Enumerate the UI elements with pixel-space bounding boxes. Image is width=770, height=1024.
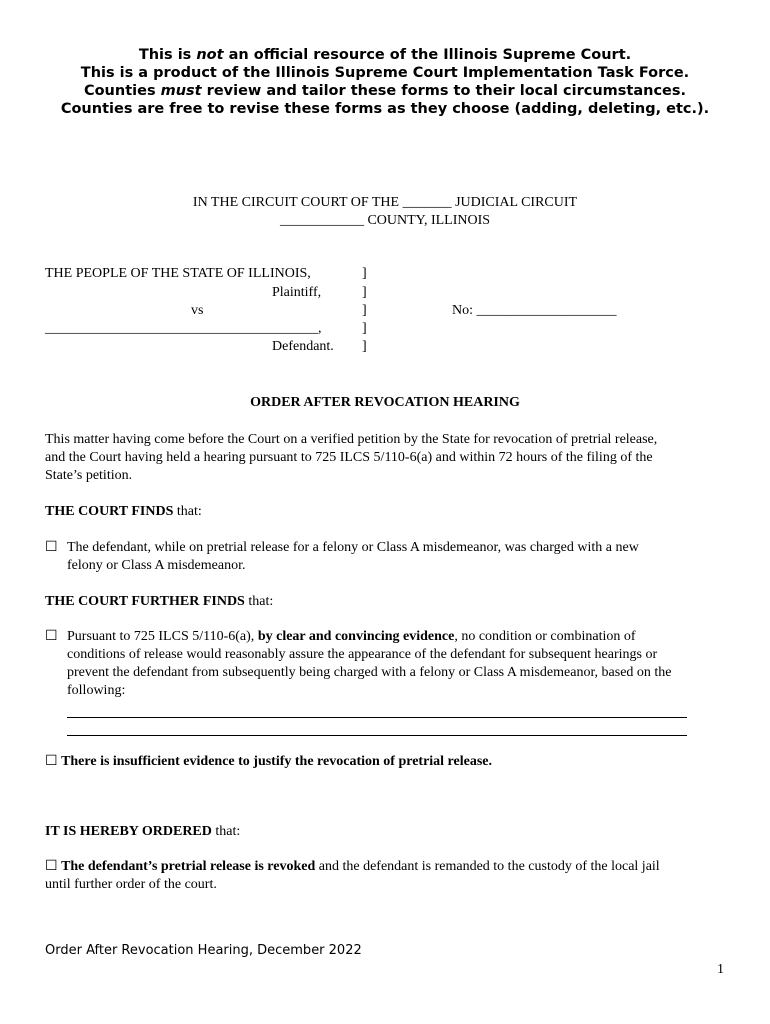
page-footer: Order After Revocation Hearing, December 2022 (45, 943, 362, 958)
caption-bracket: ] (362, 285, 367, 300)
checkbox-new-charge[interactable]: ☐ (45, 540, 58, 555)
intro-paragraph: This matter having come before the Court on a verified petition by the State for revocation of pretrial release, and the Court having held a hearing pursuant to 725 ILCS 5/110-6(a) and within 72 hours of the filing of the State’s petition. (45, 432, 658, 483)
caption-bracket: ] (362, 303, 367, 318)
court-finds-heading: THE COURT FINDS that: (45, 504, 202, 519)
disclaimer (0, 46, 770, 118)
basis-blank-line-1[interactable] (67, 717, 687, 718)
checkbox-insufficient-evidence[interactable]: ☐ (45, 754, 58, 769)
disclaimer-line-3: Counties must review and tailor these forms to their local circumstances. (83, 83, 687, 99)
caption-plaintiff: Plaintiff, (272, 285, 322, 300)
caption-defendant: Defendant. (272, 339, 334, 354)
page-number: 1 (717, 962, 724, 977)
disclaimer-line-4: Counties are free to revise these forms as they choose (adding, deleting, etc.). (60, 101, 710, 117)
disclaimer-emphasis-must: must (160, 83, 202, 99)
checkbox-release-revoked[interactable]: ☐ (45, 859, 58, 874)
disclaimer-emphasis-not: not (196, 47, 224, 63)
court-further-finds-heading: THE COURT FURTHER FINDS that: (45, 594, 274, 609)
caption-bracket: ] (362, 266, 367, 281)
caption-vs: vs (191, 303, 204, 318)
checkbox-no-conditions[interactable]: ☐ (45, 629, 58, 644)
order-release-revoked: ☐ The defendant’s pretrial release is revoked and the defendant is remanded to the custody of the local jail until further order of the court. (45, 859, 660, 892)
caption-bracket: ] (362, 339, 367, 354)
court-heading-line-2: ____________ COUNTY, ILLINOIS (279, 213, 491, 228)
finding-new-charge: ☐ The defendant, while on pretrial release for a felony or Class A misdemeanor, was charged with a new felony or Class A misdemeanor. (45, 540, 639, 573)
caption-bracket: ] (362, 321, 367, 336)
basis-blank-line-2[interactable] (67, 735, 687, 736)
caption-defendant-blank: _______________________________________, (45, 321, 322, 336)
finding-insufficient-evidence: ☐ There is insufficient evidence to justify the revocation of pretrial release. (45, 754, 492, 769)
disclaimer-line-1: This is not an official resource of the Illinois Supreme Court. (138, 47, 632, 63)
court-heading-line-1: IN THE CIRCUIT COURT OF THE _______ JUDICIAL CIRCUIT (192, 195, 578, 210)
finding-no-conditions: ☐ Pursuant to 725 ILCS 5/110-6(a), by clear and convincing evidence, no condition or combination of conditions of release would reasonably assure the appearance of the defendant for subsequent hearings or prevent the defendant from subsequently being charged with a felony or Class A misdemeanor, based on the following: (45, 628, 735, 736)
ordered-heading: IT IS HEREBY ORDERED that: (45, 824, 241, 839)
caption-people: THE PEOPLE OF THE STATE OF ILLINOIS, (45, 266, 311, 281)
document-title: ORDER AFTER REVOCATION HEARING (250, 395, 520, 410)
case-number-field[interactable]: No: ____________________ (452, 303, 617, 318)
disclaimer-line-2: This is a product of the Illinois Supreme Court Implementation Task Force. (80, 65, 690, 81)
